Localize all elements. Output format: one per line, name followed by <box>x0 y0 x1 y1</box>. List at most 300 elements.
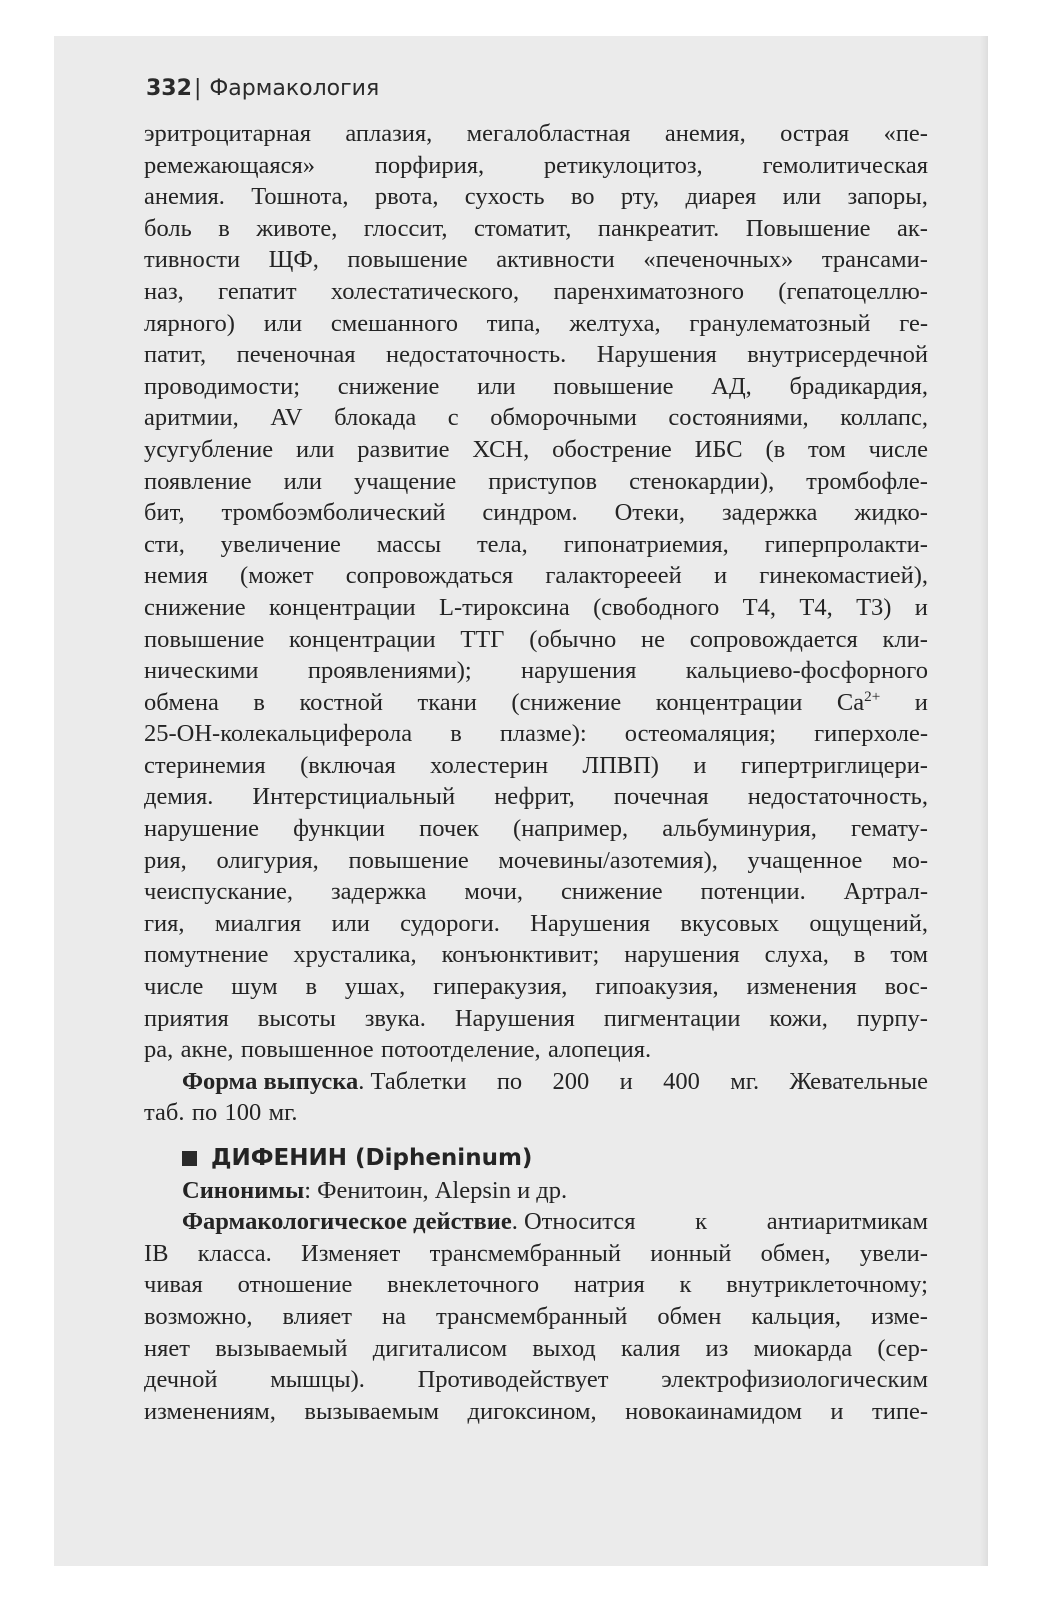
text-line <box>144 150 928 182</box>
drug-name: ДИФЕНИН (Dipheninum) <box>211 1145 533 1171</box>
word: тромбоэмболический <box>221 499 446 527</box>
word: состояниями, <box>668 404 809 432</box>
word: диарея <box>685 183 757 211</box>
word: мегалобластная <box>466 120 631 147</box>
word: повышение <box>347 246 468 274</box>
word: помутнение <box>144 941 269 969</box>
word: L-тироксина <box>439 593 570 621</box>
word: «печеночных» <box>643 246 794 274</box>
word: числе <box>144 973 204 1001</box>
text-line <box>144 118 928 150</box>
word: задержка <box>721 499 818 527</box>
word: отношение <box>237 1271 353 1299</box>
calcium-symbol: Са <box>836 688 865 716</box>
word: с <box>447 404 459 432</box>
word: алопеция. <box>547 1036 652 1064</box>
word: (сер- <box>877 1334 928 1362</box>
word: учащение <box>353 467 457 495</box>
word: обморочными <box>490 404 637 432</box>
word: ническими <box>144 657 259 685</box>
word: (может <box>240 562 314 590</box>
word: мочевины/азотемия), <box>498 846 718 874</box>
word: Противодействует <box>417 1366 609 1394</box>
word: AV <box>270 404 303 432</box>
word: Изменяет <box>301 1239 401 1267</box>
word: чивая <box>144 1271 203 1299</box>
word: типа, <box>486 309 541 337</box>
word: калия <box>620 1334 681 1362</box>
word: антиаритмикам <box>766 1208 928 1236</box>
word: эритроцитарная <box>144 120 311 147</box>
text-line <box>144 560 928 592</box>
word: функции <box>293 815 385 843</box>
word: судороги. <box>400 909 500 937</box>
text-line <box>144 624 928 656</box>
word: гипоакузия, <box>595 973 719 1001</box>
text-line <box>144 276 928 308</box>
word: мг. <box>268 1099 298 1127</box>
word: шум <box>231 973 278 1001</box>
word: печеночная <box>236 341 356 369</box>
word: или <box>782 183 822 211</box>
word: гемолитическая <box>762 151 928 179</box>
release-form-line <box>144 1066 928 1098</box>
word: мо- <box>892 846 928 874</box>
word: 25-ОН-колекальциферола <box>144 720 413 748</box>
word: брадикардия, <box>789 372 928 400</box>
word: пурпу- <box>856 1004 928 1032</box>
word: коллапс, <box>840 404 928 432</box>
word: внутрисердечной <box>747 341 928 369</box>
word: по <box>496 1067 523 1095</box>
word: тела, <box>476 530 528 558</box>
word: рту, <box>620 183 660 211</box>
word: Отеки, <box>614 499 685 527</box>
word: рвота, <box>374 183 439 211</box>
text-line <box>144 845 928 877</box>
word: почек <box>419 815 479 843</box>
word: ак- <box>897 214 928 242</box>
word: ЛПВП) <box>582 751 659 779</box>
text-line <box>144 371 928 403</box>
word: смешанного <box>330 309 459 337</box>
word: (например, <box>513 815 629 843</box>
word: . Таблетки <box>358 1067 467 1095</box>
text-line <box>144 939 928 971</box>
page-edge-shadow <box>980 36 988 1566</box>
text-line <box>144 402 928 434</box>
word: Жевательные <box>789 1067 928 1095</box>
word: (в <box>765 435 786 463</box>
text-line <box>144 1269 928 1301</box>
word: не <box>640 625 665 653</box>
word: числе <box>868 435 928 463</box>
word: плазме): <box>499 720 587 748</box>
running-title: Фармакология <box>209 76 380 101</box>
word: натрия <box>573 1271 645 1299</box>
word: костной <box>299 688 384 716</box>
text-line <box>144 592 928 624</box>
word: Т4, <box>799 593 833 621</box>
word: холестерин <box>430 751 549 779</box>
word: гиперпролакти- <box>764 530 928 558</box>
word: ИБС <box>694 435 743 463</box>
word: ионный <box>650 1239 732 1267</box>
word: рия, <box>144 846 187 874</box>
word: изме- <box>870 1302 928 1330</box>
word: миалгия <box>214 909 302 937</box>
word: влияет <box>282 1302 352 1330</box>
word: гепатит <box>218 277 297 305</box>
word: порфирия, <box>374 151 485 179</box>
word: усугубление <box>144 435 274 463</box>
word: сухость <box>464 183 545 211</box>
word: гиперакузия, <box>433 973 568 1001</box>
word: ге- <box>899 309 928 337</box>
word: снижение <box>144 593 246 621</box>
word: концентрации <box>655 688 803 716</box>
text-line <box>144 244 928 276</box>
word: учащенное <box>747 846 863 874</box>
page-number: 332 <box>146 76 192 101</box>
word: ощущений, <box>809 909 928 937</box>
word: анемия, <box>664 120 746 147</box>
calcium-ion <box>837 687 880 719</box>
word: острая <box>780 120 850 147</box>
word: Интерстициальный <box>252 783 456 811</box>
word: кальция, <box>751 1302 841 1330</box>
word: миокарда <box>753 1334 853 1362</box>
word: вызываемым <box>304 1397 440 1425</box>
word: 200 <box>552 1067 590 1095</box>
word: (обычно <box>529 625 617 653</box>
drug-heading <box>144 1143 928 1175</box>
word: повышение <box>348 846 469 874</box>
text-line <box>144 308 928 340</box>
word: и <box>830 1397 844 1425</box>
word: пигментации <box>603 1004 741 1032</box>
word: аплазия, <box>345 120 433 147</box>
word: ЩФ, <box>268 246 319 274</box>
text-line <box>144 181 928 213</box>
word: кли- <box>882 625 928 653</box>
word: демия. <box>144 783 214 811</box>
word: нарушение <box>144 815 259 843</box>
text-line <box>144 750 928 782</box>
text-line <box>144 908 928 940</box>
word: остеомаляция; <box>624 720 777 748</box>
word: в <box>853 941 866 969</box>
word: недостаточность. <box>386 341 567 369</box>
synonyms-label: Синонимы <box>182 1176 305 1204</box>
word: проявлениями); <box>307 657 472 685</box>
book-page <box>54 36 988 1566</box>
word: к <box>695 1208 708 1236</box>
word: Т4, <box>742 593 776 621</box>
word: дечной <box>144 1366 218 1394</box>
word: . Относится <box>511 1208 636 1236</box>
text-line <box>144 1364 928 1396</box>
text-line <box>144 1003 928 1035</box>
word: и <box>693 751 707 779</box>
word: кожи, <box>769 1004 828 1032</box>
text-line <box>144 434 928 466</box>
word: увеличение <box>220 530 341 558</box>
action-label: Фармакологическое действие <box>182 1208 512 1236</box>
word: возможно, <box>144 1302 253 1330</box>
word: гинекомастией), <box>759 562 928 590</box>
word: трансами- <box>821 246 928 274</box>
word: снижение <box>560 878 663 906</box>
word: мочи, <box>464 878 524 906</box>
release-form-label: Форма выпуска <box>182 1067 359 1095</box>
word: активности <box>496 246 615 274</box>
word: чеиспускание, <box>144 878 294 906</box>
word: глоссит, <box>363 214 448 242</box>
word: 400 <box>663 1067 700 1095</box>
word: хрусталика, <box>293 941 417 969</box>
word: гия, <box>144 909 185 937</box>
word: альбуминурия, <box>662 815 817 843</box>
word: гранулематозный <box>689 309 871 337</box>
text-line <box>144 971 928 1003</box>
word: в <box>450 720 462 748</box>
word: мг. <box>730 1067 760 1095</box>
word: животе, <box>256 214 338 242</box>
page-header <box>146 76 379 101</box>
word: дигиталисом <box>372 1334 508 1362</box>
word: ра, <box>144 1036 174 1064</box>
word: класса. <box>197 1239 272 1267</box>
word: нарушения <box>521 657 637 685</box>
text-line <box>144 718 928 750</box>
word: появление <box>144 467 252 495</box>
word: IB <box>144 1239 169 1267</box>
word: обмен, <box>760 1239 831 1267</box>
word: или <box>295 435 335 463</box>
word: гемату- <box>851 815 928 843</box>
word: увели- <box>859 1239 928 1267</box>
word: Артрал- <box>843 878 928 906</box>
word: и <box>914 688 928 716</box>
word: слуха, <box>764 941 829 969</box>
word: (свободного <box>593 593 720 621</box>
word: (включая <box>300 751 396 779</box>
word: Т3) <box>856 593 892 621</box>
action-paragraph <box>144 1238 928 1428</box>
calcium-charge: 2+ <box>864 687 881 705</box>
text-line <box>144 813 928 845</box>
word: повышение <box>553 372 674 400</box>
word: блокада <box>334 404 417 432</box>
word: анемия. <box>144 183 225 211</box>
word: новокаинамидом <box>625 1397 802 1425</box>
word: Повышение <box>745 214 871 242</box>
word: боль <box>144 214 192 242</box>
text-line <box>144 529 928 561</box>
word: или <box>283 467 323 495</box>
word: АД, <box>711 372 752 400</box>
word: Нарушения <box>454 1004 575 1032</box>
word: мышцы). <box>270 1366 365 1394</box>
word: или <box>331 909 370 937</box>
word: массы <box>376 530 442 558</box>
word: обострение <box>552 435 672 463</box>
word: аритмии, <box>144 404 239 432</box>
word: трансмембранный <box>429 1239 621 1267</box>
word: в <box>253 688 265 716</box>
word: том <box>808 435 846 463</box>
word: конъюнктивит; <box>441 941 600 969</box>
side-effects-paragraph <box>144 118 928 1066</box>
synonyms-line <box>144 1175 928 1207</box>
word: наз, <box>144 277 184 305</box>
word: гипонатриемия, <box>563 530 729 558</box>
word: и <box>713 562 728 590</box>
word: таб. <box>144 1099 185 1127</box>
word: вызываемый <box>215 1334 348 1362</box>
word: вос- <box>884 973 928 1001</box>
word: потоотделение, <box>380 1036 541 1064</box>
word: концентрации <box>288 625 436 653</box>
word: панкреатит. <box>597 214 720 242</box>
word: стенокардии), <box>629 467 775 495</box>
action-line <box>144 1206 928 1238</box>
text-line <box>144 1034 928 1066</box>
square-bullet-icon <box>182 1151 197 1166</box>
word: развитие <box>357 435 450 463</box>
word: стеринемия <box>144 751 266 779</box>
word: изменениям, <box>144 1397 276 1425</box>
text-line <box>144 339 928 371</box>
text-line <box>144 497 928 529</box>
word: типе- <box>872 1397 928 1425</box>
word: гиперхоле- <box>814 720 928 748</box>
word: гипертриглицери- <box>740 751 928 779</box>
text-line <box>144 1238 928 1270</box>
word: в <box>218 214 230 242</box>
word: обмена <box>144 688 219 716</box>
word: кальциево-фосфорного <box>685 657 928 685</box>
text-line <box>144 213 928 245</box>
word: нефрит, <box>494 783 575 811</box>
word: ткани <box>417 688 477 716</box>
word: во <box>570 183 595 211</box>
word: приятия <box>144 1004 229 1032</box>
word: внутриклеточному; <box>726 1271 928 1299</box>
word: акне, <box>180 1036 234 1064</box>
word: запоры, <box>847 183 928 211</box>
word: желтуха, <box>569 309 661 337</box>
word: внеклеточного <box>387 1271 540 1299</box>
word: синдром. <box>482 499 578 527</box>
word: в <box>305 973 318 1001</box>
word: обмен <box>657 1302 722 1330</box>
word: почечная <box>613 783 709 811</box>
word: потенции. <box>700 878 806 906</box>
text-line <box>144 1396 928 1428</box>
release-form-line-2 <box>144 1097 928 1129</box>
text-line <box>144 1333 928 1365</box>
word: или <box>263 309 303 337</box>
word: Нарушения <box>596 341 717 369</box>
header-separator: | <box>193 76 202 101</box>
word: (снижение <box>511 688 622 716</box>
word: повышенное <box>240 1036 374 1064</box>
word: Нарушения <box>530 909 651 937</box>
word: паренхиматозного <box>553 277 744 305</box>
word: и <box>914 593 928 621</box>
word: задержка <box>330 878 427 906</box>
word: галакторееей <box>545 562 682 590</box>
word: к <box>679 1271 692 1299</box>
word: тромбофле- <box>806 467 928 495</box>
word: приступов <box>488 467 598 495</box>
word: ушах, <box>344 973 406 1001</box>
word: и <box>619 1067 633 1095</box>
word: ремежающаяся» <box>144 151 316 179</box>
word: немия <box>144 562 208 590</box>
text-line <box>144 876 928 908</box>
word: электрофизиологическим <box>661 1366 928 1394</box>
word: недостаточность, <box>747 783 928 811</box>
word: из <box>705 1334 729 1362</box>
word: олигурия, <box>216 846 319 874</box>
text-line <box>144 466 928 498</box>
word: сти, <box>144 530 185 558</box>
word: «пе- <box>883 120 928 147</box>
word: ТТГ <box>460 625 505 653</box>
word: 100 <box>224 1099 262 1127</box>
word: тивности <box>144 246 241 274</box>
word: на <box>381 1302 406 1330</box>
word: по <box>191 1099 218 1127</box>
word: ХСН, <box>472 435 530 463</box>
word: дигоксином, <box>467 1397 597 1425</box>
word: звука. <box>364 1004 426 1032</box>
word: сопровождается <box>689 625 858 653</box>
word: патит, <box>144 341 207 369</box>
word: проводимости; <box>144 372 300 400</box>
word: повышение <box>144 625 265 653</box>
text-line <box>144 1301 928 1333</box>
text-line <box>144 655 928 687</box>
word: холестатического, <box>330 277 520 305</box>
text-line <box>144 687 928 719</box>
word: трансмембранный <box>435 1302 628 1330</box>
word: стоматит, <box>473 214 572 242</box>
word: снижение <box>337 372 440 400</box>
word: выход <box>532 1334 596 1362</box>
word: (гепатоцеллю- <box>778 277 928 305</box>
word: Тошнота, <box>251 183 349 211</box>
word: том <box>890 941 928 969</box>
synonyms-value: : Фенитоин, Alepsin и др. <box>304 1176 568 1204</box>
text-line <box>144 781 928 813</box>
word: няет <box>144 1334 190 1362</box>
word: высоты <box>257 1004 336 1032</box>
page-content <box>144 118 928 1427</box>
word: или <box>477 372 516 400</box>
word: сопровождаться <box>345 562 514 590</box>
word: ретикулоцитоз, <box>543 151 703 179</box>
word: концентрации <box>269 593 416 621</box>
word: вкусовых <box>680 909 780 937</box>
word: изменения <box>746 973 857 1001</box>
word: жидко- <box>854 499 928 527</box>
word: нарушения <box>624 941 740 969</box>
word: лярного) <box>144 309 235 337</box>
